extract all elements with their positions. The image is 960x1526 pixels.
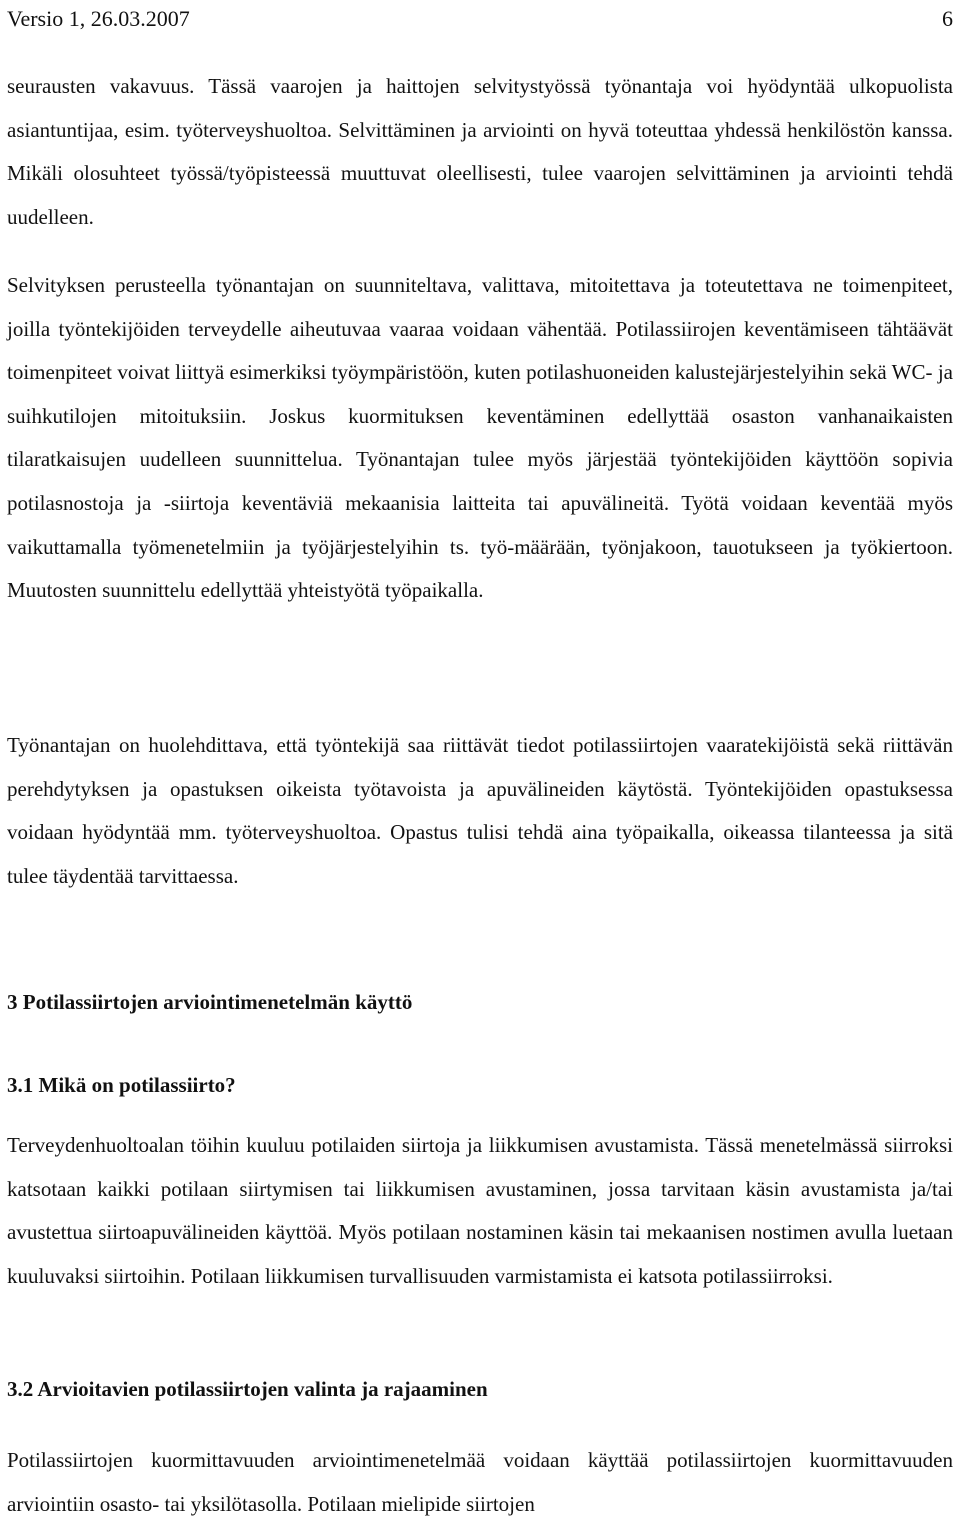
section-heading-3: 3 Potilassiirtojen arviointimenetelmän käyttö — [7, 990, 413, 1014]
page-number: 6 — [942, 6, 953, 31]
paragraph-hazard-assessment: seurausten vakavuus. Tässä vaarojen ja haittojen selvitystyössä työnantaja voi hyödyntää ulkopuolista asiantuntijaa, esim. työterveyshuoltoa. Selvittäminen ja arviointi on hyvä toteuttaa yhdessä henkilöstön kanssa. Mikäli olosuhteet työssä/työpisteessä muuttuvat oleellisesti, tulee vaarojen selvittäminen ja arviointi tehdä uudelleen. — [7, 74, 953, 229]
paragraph-patient-transfer-definition: Terveydenhuoltoalan töihin kuuluu potilaiden siirtoja ja liikkumisen avustamista. Tässä menetelmässä siirroksi katsotaan kaikki potilaan siirtymisen tai liikkumisen avustaminen, jossa tarvitaan käsin avustamista ja/tai avustettua siirtoapuvälineiden käyttöä. Myös potilaan nostaminen käsin tai mekaanisen nostimen avulla luetaan kuuluvaksi siirtoihin. Potilaan liikkumisen turvallisuuden varmistamista ei katsota potilassiirroksi. — [7, 1133, 953, 1288]
version-label: Versio 1, 26.03.2007 — [7, 6, 190, 31]
section-heading-3-1: 3.1 Mikä on potilassiirto? — [7, 1073, 236, 1097]
paragraph-transfer-selection: Potilassiirtojen kuormittavuuden arviointimenetelmää voidaan käyttää potilassiirtojen kuormittavuuden arviointiin osasto- tai yksilötasolla. Potilaan mielipide siirtojen — [7, 1448, 953, 1516]
paragraph-employer-measures: Selvityksen perusteella työnantajan on suunniteltava, valittava, mitoitettava ja toteutettava ne toimenpiteet, joilla työntekijöiden terveydelle aiheutuvaa vaaraa voidaan vähentää. Potilassiirojen keventämiseen tähtäävät toimenpiteet voivat liittyä esimerkiksi työympäristöön, kuten potilashuoneiden kalustejärjestelyihin sekä WC- ja suihkutilojen mitoituksiin. Joskus kuormituksen keventäminen edellyttää osaston vanhanaikaisten tilaratkaisujen uudelleen suunnittelua. Työnantajan tulee myös järjestää työntekijöiden käyttöön sopivia potilasnostoja ja -siirtoja keventäviä mekaanisia laitteita tai apuvälineitä. Työtä voidaan keventää myös vaikuttamalla työmenetelmiin ja työjärjestelyihin ts. työ-määrään, työnjakoon, tauotukseen ja työkiertoon. Muutosten suunnittelu edellyttää yhteistyötä työpaikalla. — [7, 273, 953, 603]
section-heading-3-2: 3.2 Arvioitavien potilassiirtojen valinta ja rajaaminen — [7, 1377, 488, 1401]
paragraph-employee-guidance: Työnantajan on huolehdittava, että työntekijä saa riittävät tiedot potilassiirtojen vaaratekijöistä sekä riittävän perehdytyksen ja opastuksen oikeista työtavoista ja apuvälineiden käytöstä. Työntekijöiden opastuksessa voidaan hyödyntää mm. työterveyshuoltoa. Opastus tulisi tehdä aina työpaikalla, oikeassa tilanteessa ja sitä tulee täydentää tarvittaessa. — [7, 733, 953, 888]
page-header — [7, 4, 953, 34]
